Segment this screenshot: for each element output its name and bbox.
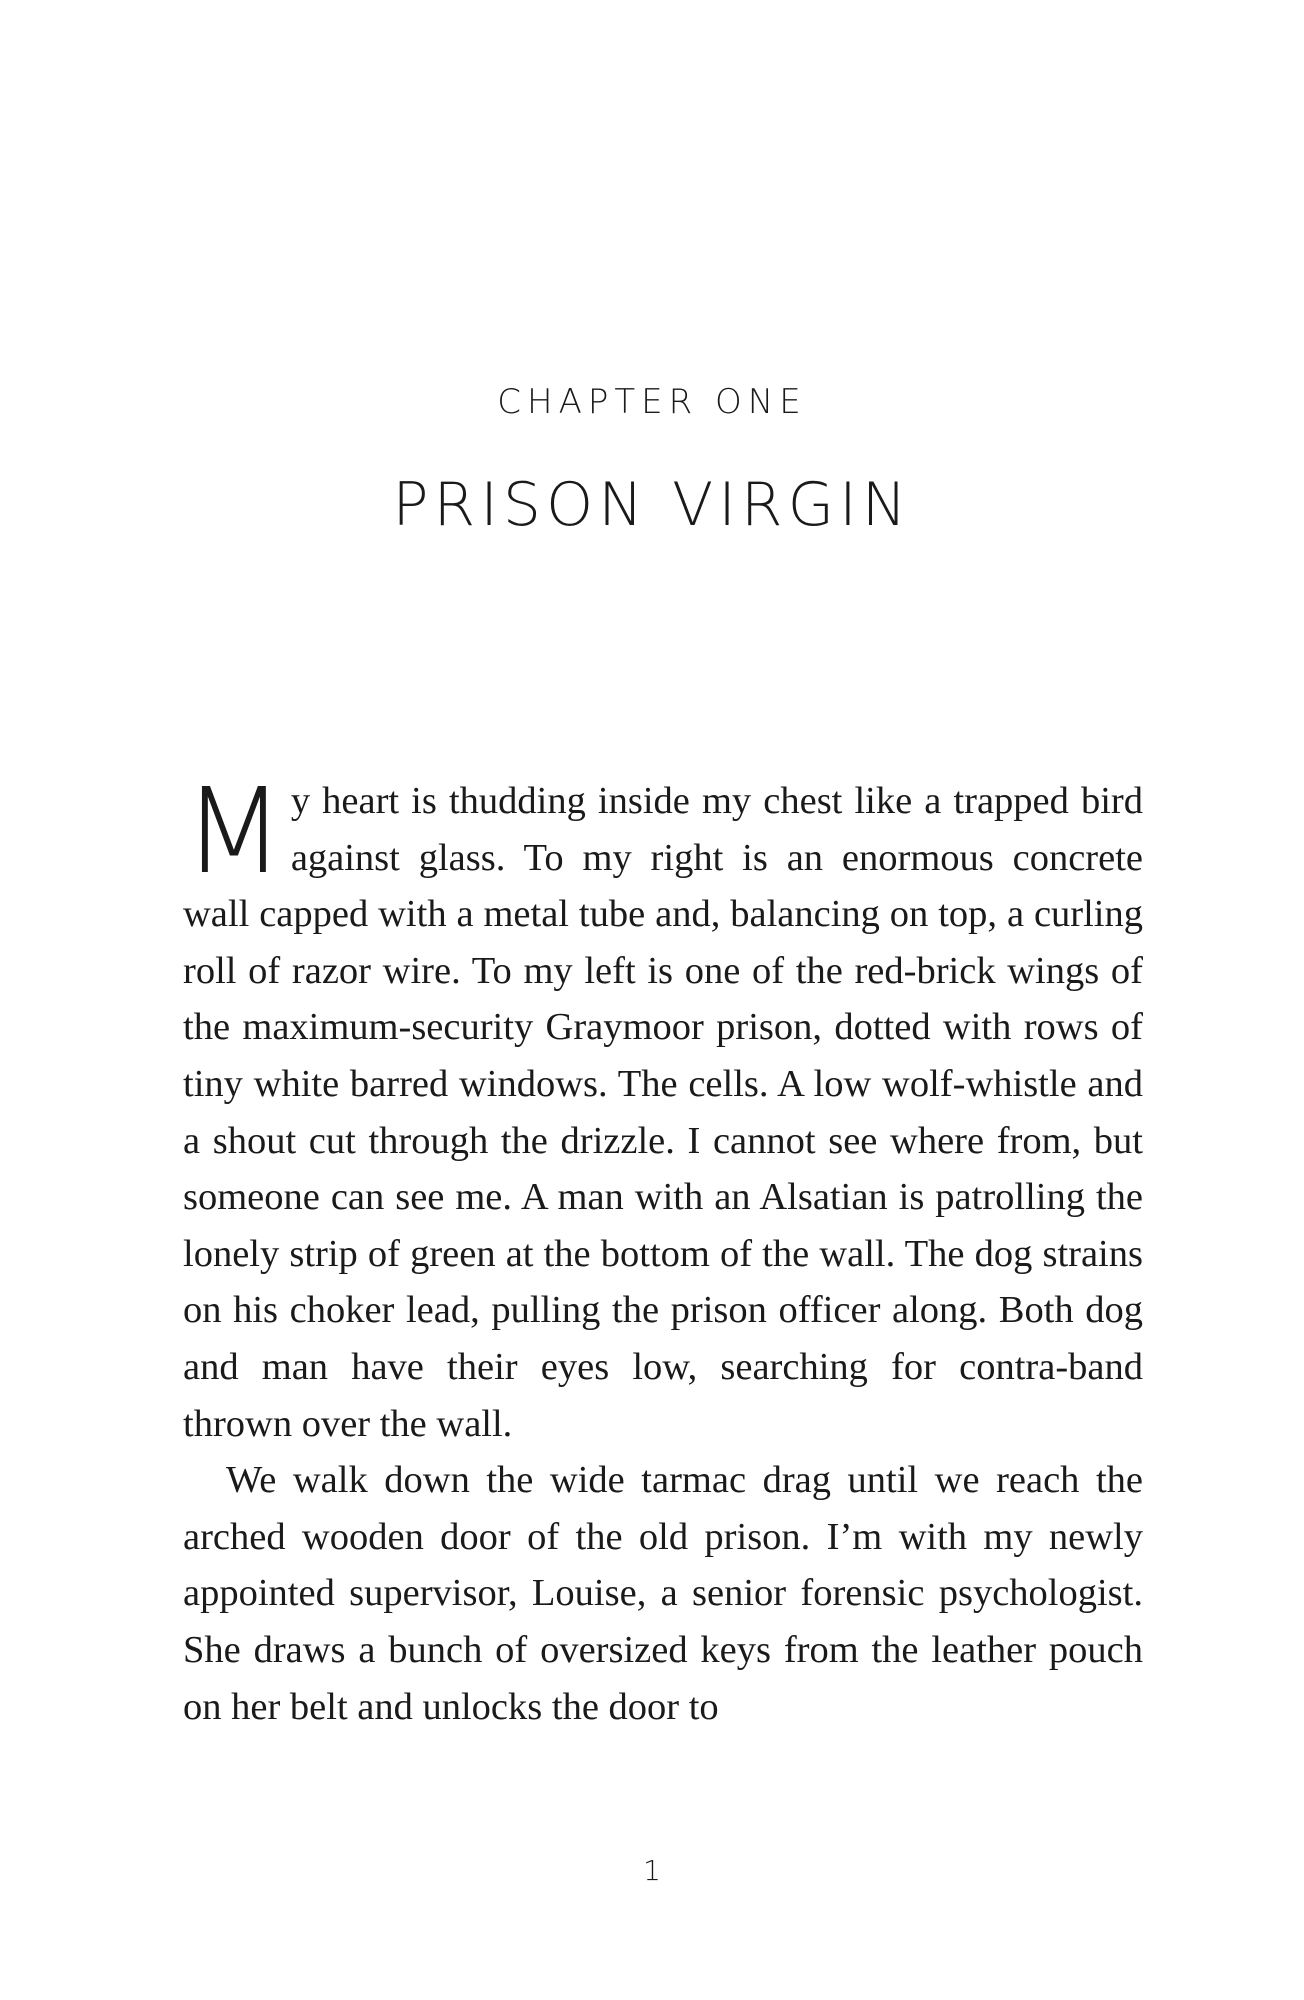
paragraph-1-text: y heart is thudding inside my chest like a trapped bird against glass. To my right is an enormous concrete wall capped with a metal tube and, balancing on top, a curling roll of razor wire. To my left is one of the red-brick wings of the maximum-security Graymoor prison, dotted with rows of tiny white barred windows. The cells. A low wolf-whistle and a shout cut through the drizzle. I cannot see where from, but someone can see me. A man with an Alsatian is patrolling the lonely strip of green at the bottom of the wall. The dog strains on his choker lead, pulling the prison officer along. Both dog and man have their eyes low, searching for contra-band thrown over the wall.: [183, 780, 1143, 1445]
drop-cap: M: [183, 762, 285, 900]
chapter-body: [183, 762, 1143, 1735]
chapter-label: CHAPTER ONE: [497, 382, 807, 422]
page-number: 1: [643, 1854, 661, 1887]
paragraph-1: [183, 762, 1143, 1452]
chapter-title: PRISON VIRGIN: [392, 470, 912, 540]
paragraph-2: We walk down the wide tarmac drag until we reach the arched wooden door of the old prison. I’m with my newly appointed supervisor, Louise, a senior forensic psychologist. She draws a bunch of oversized keys from the leather pouch on her belt and unlocks the door to: [183, 1459, 1143, 1728]
